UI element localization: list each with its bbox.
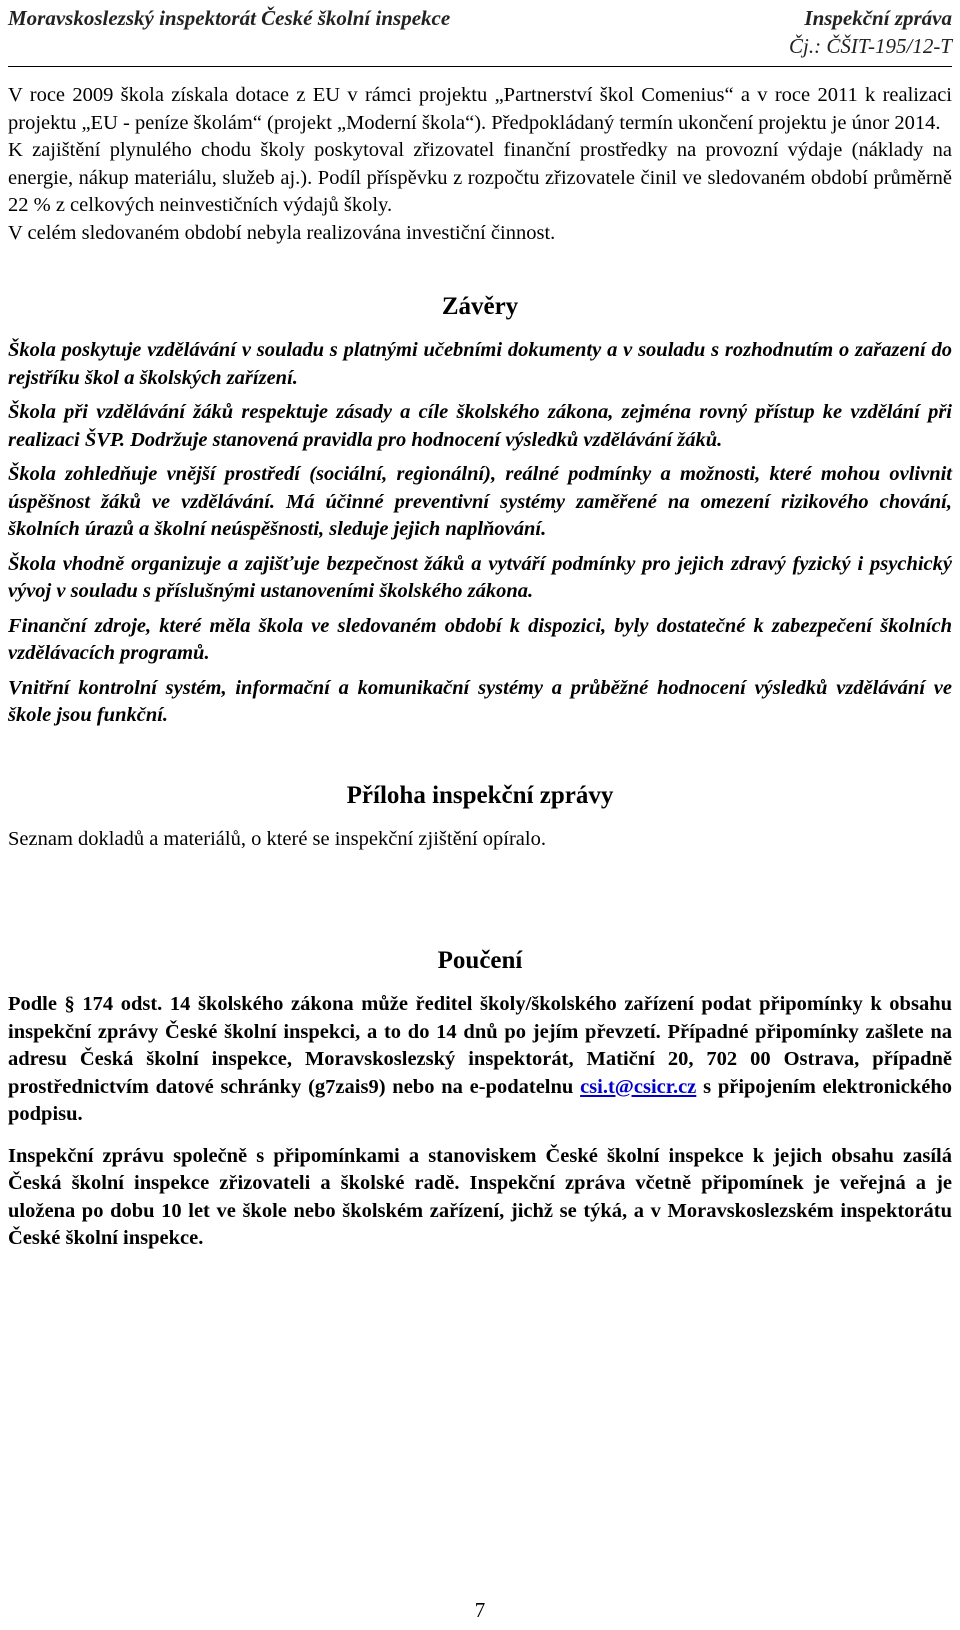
instruction-heading: Poučení [437,947,523,974]
page-content [8,82,952,1253]
header-report-title: Inspekční zpráva [804,6,952,30]
conclusion-paragraph: Škola při vzdělávání žáků respektuje zásady a cíle školského zákona, zejména rovný přístup ke vzdělání při realizaci ŠVP. Dodržuje stanovená pravidla pro hodnocení výsledků vzdělávání žáků. [8,401,952,451]
intro-paragraph-3: V celém sledovaném období nebyla realizována investiční činnost. [8,221,556,244]
conclusions-heading: Závěry [441,293,519,320]
instruction-text: Podle § 174 odst. 14 školského zákona může ředitel školy/školského zařízení podat připomínky k obsahu inspekční zprávy České školní inspekci, a to do 14 dnů po jejím převzetí. Případné připomínky zašlete na adresu Česká školní inspekce, Moravskoslezský inspektorát, Matiční 20, 702 00 Ostrava, případně prostřednictvím datové schránky (g7zais9) nebo na e-podatelnu [8,993,952,1098]
conclusion-paragraph: Škola vhodně organizuje a zajišťuje bezpečnost žáků a vytváří podmínky pro jejich zdravý fyzický i psychický vývoj v souladu s příslušnými ustanoveními školského zákona. [8,552,952,602]
instruction-paragraph-1 [8,991,952,1129]
conclusion-paragraph: Škola zohledňuje vnější prostředí (sociální, regionální), reálné podmínky a možnosti, které mohou ovlivnit úspěšnost žáků ve vzdělávání. Má účinné preventivní systémy zaměřené na omezení rizikového chování, školních úrazů a školní neúspěšnosti, sleduje jejich naplňování. [8,463,952,540]
instruction-text: s připojením elektronického podpisu. [8,1075,952,1125]
email-link[interactable]: csi.t@csicr.cz [580,1075,697,1098]
page-header [8,0,952,67]
header-reference-number: Čj.: ČŠIT-195/12-T [789,34,952,58]
page-number: 7 [474,1598,486,1622]
instruction-paragraph-2: Inspekční zprávu společně s připomínkami a stanoviskem České školní inspekce k jejich obsahu zasílá Česká školní inspekce zřizovateli a školské radě. Inspekční zpráva včetně připomínek je veřejná a je uložena po dobu 10 let ve škole nebo školském zařízení, jichž se týká, a v Moravskoslezském inspektorátu České školní inspekce. [8,1144,952,1249]
appendix-text: Seznam dokladů a materiálů, o které se inspekční zjištění opíralo. [8,827,546,850]
intro-paragraph-2: K zajištění plynulého chodu školy poskytoval zřizovatel finanční prostředky na provozní výdaje (náklady na energie, nákup materiálu, služeb aj.). Podíl příspěvku z rozpočtu zřizovatele činil ve sledovaném období průměrně 22 % z celkových neinvestičních výdajů školy. [8,139,952,216]
conclusion-paragraph: Vnitřní kontrolní systém, informační a komunikační systémy a průběžné hodnocení výsledků vzdělávání ve škole jsou funkční. [8,676,952,726]
conclusion-paragraph: Finanční zdroje, které měla škola ve sledovaném období k dispozici, byly dostatečné k zabezpečení školních vzdělávacích programů. [8,614,952,664]
conclusion-paragraph: Škola poskytuje vzdělávání v souladu s platnými učebními dokumenty a v souladu s rozhodnutím o zařazení do rejstříku škol a školských zařízení. [8,339,952,389]
header-inspectorate: Moravskoslezský inspektorát České školní inspekce [8,6,451,30]
appendix-heading: Příloha inspekční zprávy [346,781,614,809]
intro-paragraph-1: V roce 2009 škola získala dotace z EU v rámci projektu „Partnerství škol Comenius“ a v roce 2011 k realizaci projektu „EU - peníze školám“ (projekt „Moderní škola“). Předpokládaný termín ukončení projektu je únor 2014. [8,84,952,134]
